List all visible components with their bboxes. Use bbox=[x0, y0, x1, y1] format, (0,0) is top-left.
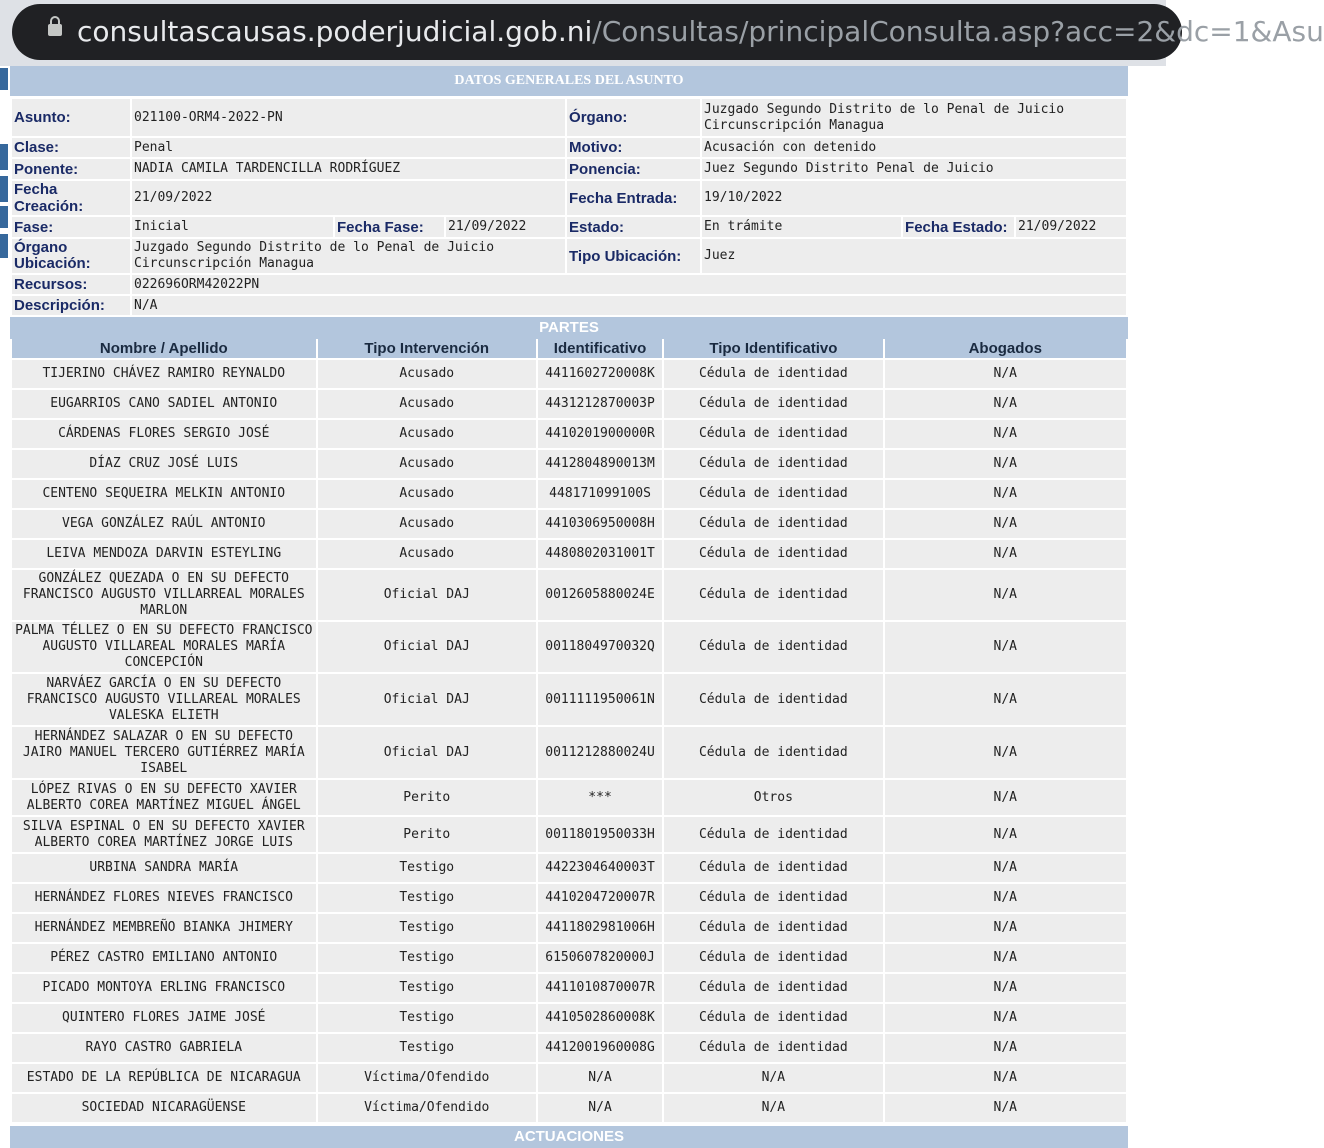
party-id: 4411010870007R bbox=[538, 974, 662, 1002]
party-id: 4431212870003P bbox=[538, 390, 662, 418]
lock-icon[interactable] bbox=[48, 24, 62, 36]
motivo-label: Motivo: bbox=[567, 138, 700, 157]
party-id-type: Cédula de identidad bbox=[664, 944, 882, 972]
party-id-type: Cédula de identidad bbox=[664, 390, 882, 418]
party-name: EUGARRIOS CANO SADIEL ANTONIO bbox=[12, 390, 316, 418]
descripcion-value: N/A bbox=[132, 296, 1126, 315]
parties-body bbox=[12, 360, 1126, 1122]
fase-value: Inicial bbox=[132, 217, 333, 237]
party-lawyers: N/A bbox=[885, 727, 1126, 778]
fecha-fase-value: 21/09/2022 bbox=[446, 217, 565, 237]
party-intervention: Testigo bbox=[318, 914, 536, 942]
party-lawyers: N/A bbox=[885, 570, 1126, 620]
party-intervention: Acusado bbox=[318, 360, 536, 388]
party-intervention: Testigo bbox=[318, 1034, 536, 1062]
party-id-type: Cédula de identidad bbox=[664, 974, 882, 1002]
party-intervention: Oficial DAJ bbox=[318, 674, 536, 725]
url-path: /Consultas/principalConsulta.asp?acc=2&dc=1&Asu bbox=[592, 15, 1324, 48]
party-row bbox=[12, 360, 1126, 388]
party-id: 6150607820000J bbox=[538, 944, 662, 972]
party-row bbox=[12, 450, 1126, 478]
url-text[interactable] bbox=[77, 14, 1324, 50]
party-id: 4480802031001T bbox=[538, 540, 662, 568]
party-name: CÁRDENAS FLORES SERGIO JOSÉ bbox=[12, 420, 316, 448]
organo-ubicacion-label: Órgano Ubicación: bbox=[12, 239, 130, 273]
party-intervention: Acusado bbox=[318, 450, 536, 478]
party-intervention: Acusado bbox=[318, 540, 536, 568]
party-id: 0011801950033H bbox=[538, 817, 662, 852]
party-intervention: Víctima/Ofendido bbox=[318, 1064, 536, 1092]
party-row bbox=[12, 817, 1126, 852]
party-row bbox=[12, 480, 1126, 508]
party-intervention: Víctima/Ofendido bbox=[318, 1094, 536, 1122]
recursos-label: Recursos: bbox=[12, 275, 130, 294]
general-data-table bbox=[10, 97, 1128, 317]
party-intervention: Acusado bbox=[318, 480, 536, 508]
party-name: HERNÁNDEZ FLORES NIEVES FRANCISCO bbox=[12, 884, 316, 912]
ponente-label: Ponente: bbox=[12, 159, 130, 179]
party-id: N/A bbox=[538, 1064, 662, 1092]
party-name: LÓPEZ RIVAS O EN SU DEFECTO XAVIER ALBERTO COREA MARTÍNEZ MIGUEL ÁNGEL bbox=[12, 780, 316, 815]
party-row bbox=[12, 1034, 1126, 1062]
party-name: LEIVA MENDOZA DARVIN ESTEYLING bbox=[12, 540, 316, 568]
party-intervention: Oficial DAJ bbox=[318, 570, 536, 620]
party-lawyers: N/A bbox=[885, 780, 1126, 815]
ponencia-value: Juez Segundo Distrito Penal de Juicio bbox=[702, 159, 1126, 179]
col-identificativo: Identificativo bbox=[538, 339, 662, 358]
party-intervention: Testigo bbox=[318, 974, 536, 1002]
organo-value: Juzgado Segundo Distrito de lo Penal de Juicio Circunscripción Managua bbox=[702, 99, 1126, 136]
party-intervention: Acusado bbox=[318, 420, 536, 448]
party-lawyers: N/A bbox=[885, 674, 1126, 725]
clase-value: Penal bbox=[132, 138, 565, 157]
party-id-type: Cédula de identidad bbox=[664, 1004, 882, 1032]
party-intervention: Testigo bbox=[318, 1004, 536, 1032]
party-name: GONZÁLEZ QUEZADA O EN SU DEFECTO FRANCISCO AUGUSTO VILLARREAL MORALES MARLON bbox=[12, 570, 316, 620]
party-id-type: Cédula de identidad bbox=[664, 420, 882, 448]
party-id-type: Cédula de identidad bbox=[664, 510, 882, 538]
party-row bbox=[12, 420, 1126, 448]
party-row bbox=[12, 1064, 1126, 1092]
party-row bbox=[12, 884, 1126, 912]
party-id: 4422304640003T bbox=[538, 854, 662, 882]
party-id: 4412001960008G bbox=[538, 1034, 662, 1062]
party-intervention: Acusado bbox=[318, 390, 536, 418]
party-id: 0011111950061N bbox=[538, 674, 662, 725]
party-id-type: Cédula de identidad bbox=[664, 674, 882, 725]
parties-header: PARTES bbox=[10, 317, 1128, 339]
party-name: HERNÁNDEZ SALAZAR O EN SU DEFECTO JAIRO MANUEL TERCERO GUTIÉRREZ MARÍA ISABEL bbox=[12, 727, 316, 778]
party-id-type: Cédula de identidad bbox=[664, 854, 882, 882]
party-id-type: Cédula de identidad bbox=[664, 360, 882, 388]
party-id: 4410201900000R bbox=[538, 420, 662, 448]
party-intervention: Testigo bbox=[318, 854, 536, 882]
party-intervention: Acusado bbox=[318, 510, 536, 538]
party-name: PICADO MONTOYA ERLING FRANCISCO bbox=[12, 974, 316, 1002]
tipo-ubicacion-label: Tipo Ubicación: bbox=[567, 239, 700, 273]
party-lawyers: N/A bbox=[885, 1064, 1126, 1092]
party-id: *** bbox=[538, 780, 662, 815]
party-id: 0011804970032Q bbox=[538, 622, 662, 672]
party-lawyers: N/A bbox=[885, 420, 1126, 448]
fecha-estado-value: 21/09/2022 bbox=[1016, 217, 1126, 237]
party-row bbox=[12, 914, 1126, 942]
party-name: HERNÁNDEZ MEMBREÑO BIANKA JHIMERY bbox=[12, 914, 316, 942]
party-id: 4410502860008K bbox=[538, 1004, 662, 1032]
left-edge-strip bbox=[0, 66, 8, 1146]
party-name: CENTENO SEQUEIRA MELKIN ANTONIO bbox=[12, 480, 316, 508]
party-row bbox=[12, 510, 1126, 538]
fecha-entrada-label: Fecha Entrada: bbox=[567, 181, 700, 215]
party-id-type: Cédula de identidad bbox=[664, 727, 882, 778]
fase-label: Fase: bbox=[12, 217, 130, 237]
party-intervention: Oficial DAJ bbox=[318, 622, 536, 672]
party-lawyers: N/A bbox=[885, 1034, 1126, 1062]
party-id: 448171099100S bbox=[538, 480, 662, 508]
party-row bbox=[12, 1094, 1126, 1122]
party-lawyers: N/A bbox=[885, 480, 1126, 508]
ponente-value: NADIA CAMILA TARDENCILLA RODRÍGUEZ bbox=[132, 159, 565, 179]
organo-label: Órgano: bbox=[567, 99, 700, 136]
party-lawyers: N/A bbox=[885, 622, 1126, 672]
party-name: RAYO CASTRO GABRIELA bbox=[12, 1034, 316, 1062]
descripcion-label: Descripción: bbox=[12, 296, 130, 315]
fecha-creacion-value: 21/09/2022 bbox=[132, 181, 565, 215]
motivo-value: Acusación con detenido bbox=[702, 138, 1126, 157]
party-name: PALMA TÉLLEZ O EN SU DEFECTO FRANCISCO AUGUSTO VILLAREAL MORALES MARÍA CONCEPCIÓN bbox=[12, 622, 316, 672]
url-host: consultascausas.poderjudicial.gob.ni bbox=[77, 15, 593, 48]
party-lawyers: N/A bbox=[885, 390, 1126, 418]
party-lawyers: N/A bbox=[885, 1094, 1126, 1122]
col-nombre: Nombre / Apellido bbox=[12, 339, 316, 358]
party-id: 4410204720007R bbox=[538, 884, 662, 912]
party-id: 0011212880024U bbox=[538, 727, 662, 778]
party-row bbox=[12, 974, 1126, 1002]
col-tipo-intervencion: Tipo Intervención bbox=[318, 339, 536, 358]
estado-value: En trámite bbox=[702, 217, 901, 237]
party-intervention: Perito bbox=[318, 817, 536, 852]
party-row bbox=[12, 540, 1126, 568]
party-id-type: Cédula de identidad bbox=[664, 570, 882, 620]
party-row bbox=[12, 622, 1126, 672]
fecha-fase-label: Fecha Fase: bbox=[335, 217, 444, 237]
asunto-label: Asunto: bbox=[12, 99, 130, 136]
party-name: NARVÁEZ GARCÍA O EN SU DEFECTO FRANCISCO AUGUSTO VILLAREAL MORALES VALESKA ELIETH bbox=[12, 674, 316, 725]
party-lawyers: N/A bbox=[885, 884, 1126, 912]
tipo-ubicacion-value: Juez bbox=[702, 239, 1126, 273]
fecha-entrada-value: 19/10/2022 bbox=[702, 181, 1126, 215]
party-lawyers: N/A bbox=[885, 974, 1126, 1002]
parties-table bbox=[10, 337, 1128, 1124]
party-id: N/A bbox=[538, 1094, 662, 1122]
party-row bbox=[12, 1004, 1126, 1032]
party-row bbox=[12, 570, 1126, 620]
party-lawyers: N/A bbox=[885, 854, 1126, 882]
party-id: 4410306950008H bbox=[538, 510, 662, 538]
party-lawyers: N/A bbox=[885, 360, 1126, 388]
party-row bbox=[12, 854, 1126, 882]
case-detail bbox=[10, 66, 1128, 1148]
ponencia-label: Ponencia: bbox=[567, 159, 700, 179]
party-lawyers: N/A bbox=[885, 1004, 1126, 1032]
party-intervention: Perito bbox=[318, 780, 536, 815]
party-row bbox=[12, 944, 1126, 972]
party-row bbox=[12, 390, 1126, 418]
party-name: VEGA GONZÁLEZ RAÚL ANTONIO bbox=[12, 510, 316, 538]
party-id-type: Cédula de identidad bbox=[664, 540, 882, 568]
party-lawyers: N/A bbox=[885, 914, 1126, 942]
party-row bbox=[12, 727, 1126, 778]
party-id-type: Otros bbox=[664, 780, 882, 815]
party-intervention: Oficial DAJ bbox=[318, 727, 536, 778]
party-intervention: Testigo bbox=[318, 884, 536, 912]
party-row bbox=[12, 780, 1126, 815]
party-name: PÉREZ CASTRO EMILIANO ANTONIO bbox=[12, 944, 316, 972]
browser-toolbar bbox=[0, 0, 1324, 66]
actuaciones-header: ACTUACIONES bbox=[10, 1126, 1128, 1148]
estado-label: Estado: bbox=[567, 217, 700, 237]
party-id-type: Cédula de identidad bbox=[664, 884, 882, 912]
party-name: URBINA SANDRA MARÍA bbox=[12, 854, 316, 882]
address-bar[interactable] bbox=[12, 4, 1324, 60]
party-id: 4412804890013M bbox=[538, 450, 662, 478]
fecha-estado-label: Fecha Estado: bbox=[903, 217, 1014, 237]
party-name: TIJERINO CHÁVEZ RAMIRO REYNALDO bbox=[12, 360, 316, 388]
fecha-creacion-label: Fecha Creación: bbox=[12, 181, 130, 215]
asunto-value: 021100-ORM4-2022-PN bbox=[132, 99, 565, 136]
party-intervention: Testigo bbox=[318, 944, 536, 972]
general-data-header: DATOS GENERALES DEL ASUNTO bbox=[10, 66, 1128, 96]
party-id-type: Cédula de identidad bbox=[664, 1034, 882, 1062]
party-id: 0012605880024E bbox=[538, 570, 662, 620]
party-lawyers: N/A bbox=[885, 510, 1126, 538]
clase-label: Clase: bbox=[12, 138, 130, 157]
col-abogados: Abogados bbox=[885, 339, 1126, 358]
party-id: 4411802981006H bbox=[538, 914, 662, 942]
party-name: ESTADO DE LA REPÚBLICA DE NICARAGUA bbox=[12, 1064, 316, 1092]
party-id-type: Cédula de identidad bbox=[664, 622, 882, 672]
party-row bbox=[12, 674, 1126, 725]
party-id-type: Cédula de identidad bbox=[664, 450, 882, 478]
party-id-type: Cédula de identidad bbox=[664, 914, 882, 942]
party-lawyers: N/A bbox=[885, 540, 1126, 568]
party-lawyers: N/A bbox=[885, 944, 1126, 972]
recursos-value: 022696ORM42022PN bbox=[132, 275, 1126, 294]
party-name: DÍAZ CRUZ JOSÉ LUIS bbox=[12, 450, 316, 478]
col-tipo-identificativo: Tipo Identificativo bbox=[664, 339, 882, 358]
organo-ubicacion-value: Juzgado Segundo Distrito de lo Penal de Juicio Circunscripción Managua bbox=[132, 239, 565, 273]
party-name: SILVA ESPINAL O EN SU DEFECTO XAVIER ALBERTO COREA MARTÍNEZ JORGE LUIS bbox=[12, 817, 316, 852]
party-id-type: N/A bbox=[664, 1094, 882, 1122]
party-id-type: Cédula de identidad bbox=[664, 480, 882, 508]
party-id-type: Cédula de identidad bbox=[664, 817, 882, 852]
party-name: SOCIEDAD NICARAGÜENSE bbox=[12, 1094, 316, 1122]
party-lawyers: N/A bbox=[885, 450, 1126, 478]
party-name: QUINTERO FLORES JAIME JOSÉ bbox=[12, 1004, 316, 1032]
party-lawyers: N/A bbox=[885, 817, 1126, 852]
party-id-type: N/A bbox=[664, 1064, 882, 1092]
party-id: 4411602720008K bbox=[538, 360, 662, 388]
